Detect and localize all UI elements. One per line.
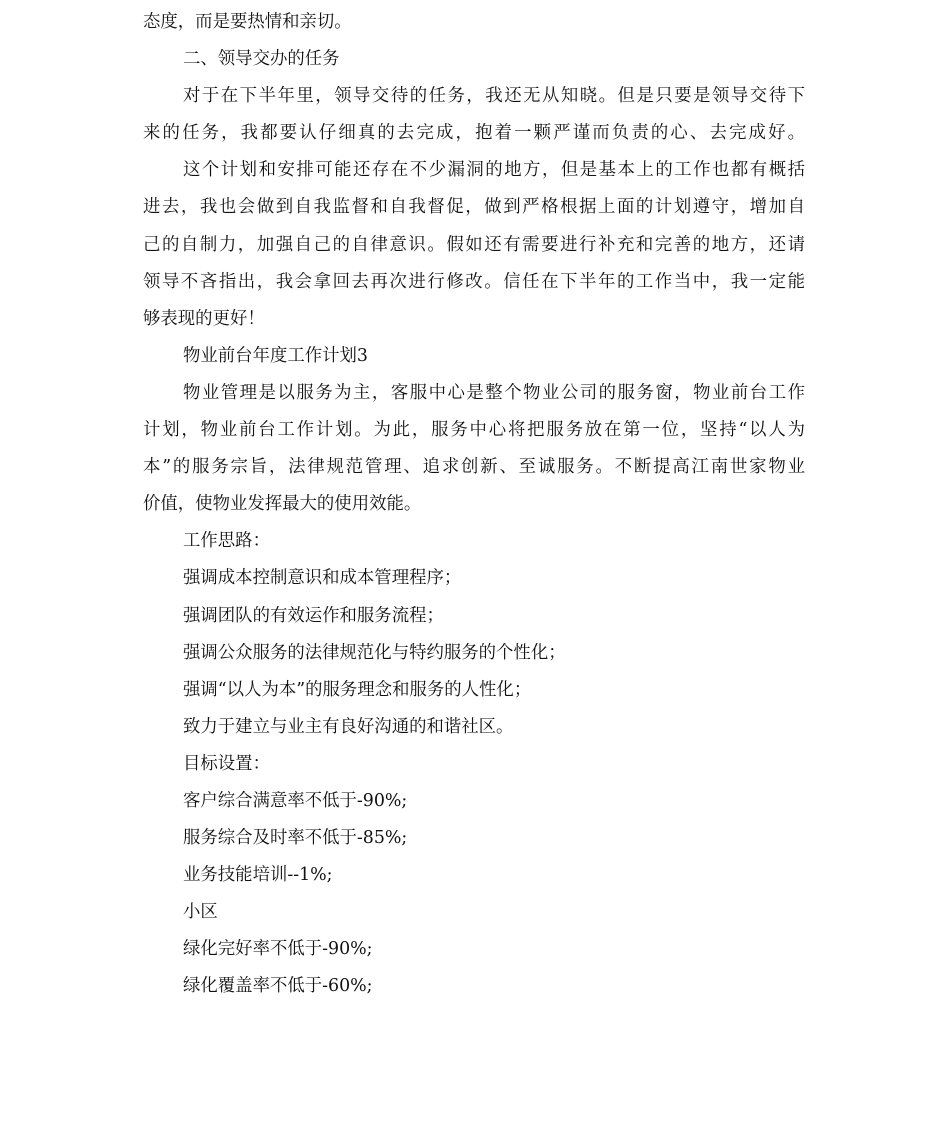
text-line-1: 态度，而是要热情和亲切。 [143,12,352,32]
list-item: 强调公众服务的法律规范化与特约服务的个性化； [183,642,566,663]
list-item: 强调成本控制意识和成本管理程序； [183,568,462,589]
text-line-12: 计划，物业前台工作计划。为此，服务中心将把服务放在第一位，坚持“以人为 [143,420,805,441]
text-line-9: 够表现的更好！ [143,308,265,329]
list-item: 强调团队的有效运作和服务流程； [183,605,444,626]
section-heading-goals: 目标设置： [183,753,270,774]
text-line-3: 对于在下半年里，领导交待的任务，我还无从知晓。但是只要是领导交待下 [183,86,805,107]
text-line-5: 这个计划和安排可能还存在不少漏洞的地方，但是基本上的工作也都有概括 [183,160,805,181]
section-heading-tasks: 二、领导交办的任务 [183,49,340,70]
text-line-7: 己的自制力，加强自己的自律意识。假如还有需要进行补充和完善的地方，还请 [143,234,805,255]
text-line-6: 进去，我也会做到自我监督和自我督促，做到严格根据上面的计划遵守，增加自 [143,197,805,218]
list-item: 绿化覆盖率不低于-60%; [183,976,373,997]
document-page [143,4,805,1006]
list-item: 客户综合满意率不低于-90%; [183,790,408,811]
list-item: 业务技能培训--1%; [183,865,333,886]
list-item: 小区 [183,902,218,923]
text-line-8: 领导不吝指出，我会拿回去再次进行修改。信任在下半年的工作当中，我一定能 [143,271,805,292]
plan-title: 物业前台年度工作计划3 [183,345,368,366]
section-heading-approach: 工作思路： [183,531,270,552]
list-item: 绿化完好率不低于-90%; [183,939,373,960]
list-item: 强调“以人为本”的服务理念和服务的人性化； [183,679,532,700]
text-line-11: 物业管理是以服务为主，客服中心是整个物业公司的服务窗，物业前台工作 [183,382,805,403]
list-item: 致力于建立与业主有良好沟通的和谐社区。 [183,716,514,737]
text-line-13: 本”的服务宗旨，法律规范管理、追求创新、至诚服务。不断提高江南世家物业 [143,457,805,478]
text-line-14: 价值，使物业发挥最大的使用效能。 [143,494,422,515]
text-line-4: 来的任务，我都要认仔细真的去完成，抱着一颗严谨而负责的心、去完成好。 [143,123,805,144]
list-item: 服务综合及时率不低于-85%; [183,828,408,849]
